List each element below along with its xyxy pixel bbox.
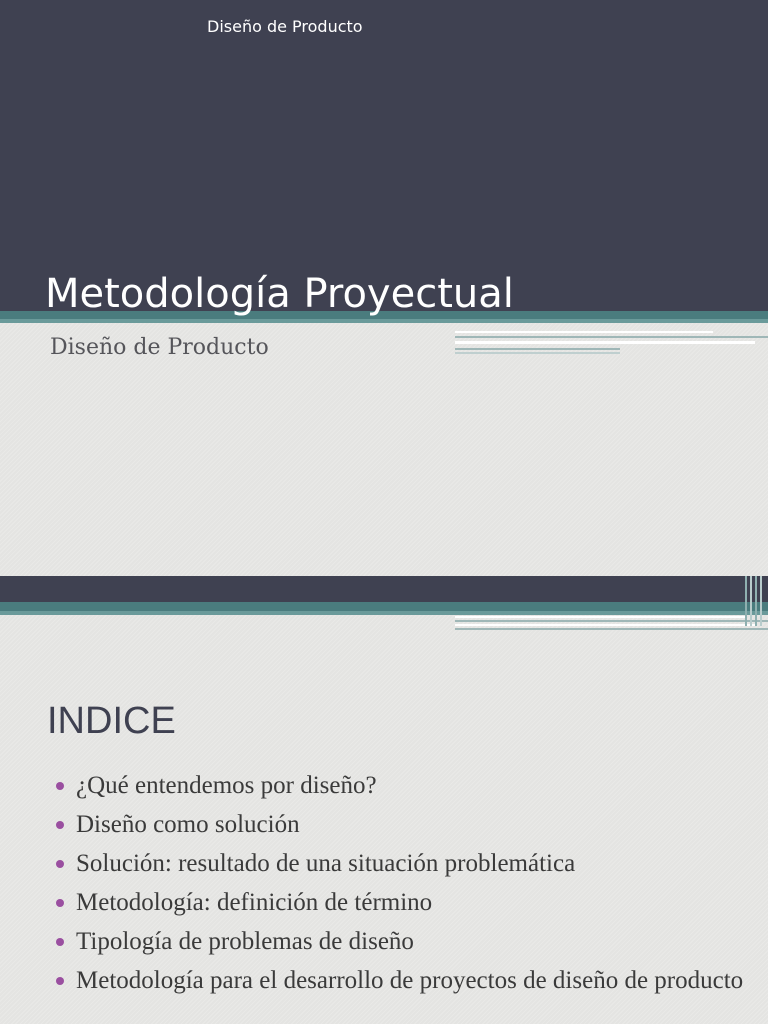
list-item-text: Diseño como solución — [76, 811, 300, 838]
list-item — [54, 922, 754, 961]
decor-line — [455, 331, 713, 333]
header-text: Diseño de Producto — [207, 17, 363, 36]
teal-band — [0, 602, 768, 611]
decor-tick — [745, 576, 747, 626]
list-item-text: Tipología de problemas de diseño — [76, 928, 414, 955]
index-slide — [0, 576, 768, 1024]
document-header — [0, 0, 768, 55]
list-item-text: Metodología para el desarrollo de proyectos de diseño de producto — [76, 967, 744, 994]
list-item-text: Solución: resultado de una situación problemática — [76, 850, 576, 877]
list-item — [54, 883, 754, 922]
decor-line — [455, 616, 745, 618]
bullet-icon — [56, 821, 64, 829]
bullet-list — [54, 766, 754, 1000]
decor-line — [455, 336, 768, 338]
decor-line — [455, 341, 755, 344]
list-item — [54, 844, 754, 883]
list-item-text: ¿Qué entendemos por diseño? — [76, 772, 377, 799]
bullet-icon — [56, 938, 64, 946]
slide-subtitle: Diseño de Producto — [50, 335, 269, 360]
list-item — [54, 961, 754, 1000]
bullet-icon — [56, 860, 64, 868]
bullet-icon — [56, 977, 64, 985]
slide-title: Metodología Proyectual — [45, 271, 514, 317]
decor-line — [455, 620, 768, 622]
decor-tick — [750, 576, 752, 626]
list-item — [54, 766, 754, 805]
decor-line — [455, 624, 755, 626]
decor-tick — [760, 576, 762, 626]
decor-line — [455, 628, 768, 630]
list-item — [54, 805, 754, 844]
bullet-icon — [56, 899, 64, 907]
slide-dark-band — [0, 576, 768, 602]
teal-band-thin — [0, 611, 768, 615]
decor-line — [455, 352, 620, 354]
slide-title: INDICE — [47, 700, 176, 742]
list-item-text: Metodología: definición de término — [76, 889, 433, 916]
decor-line — [455, 348, 620, 350]
decor-tick — [755, 576, 757, 626]
bullet-icon — [56, 782, 64, 790]
